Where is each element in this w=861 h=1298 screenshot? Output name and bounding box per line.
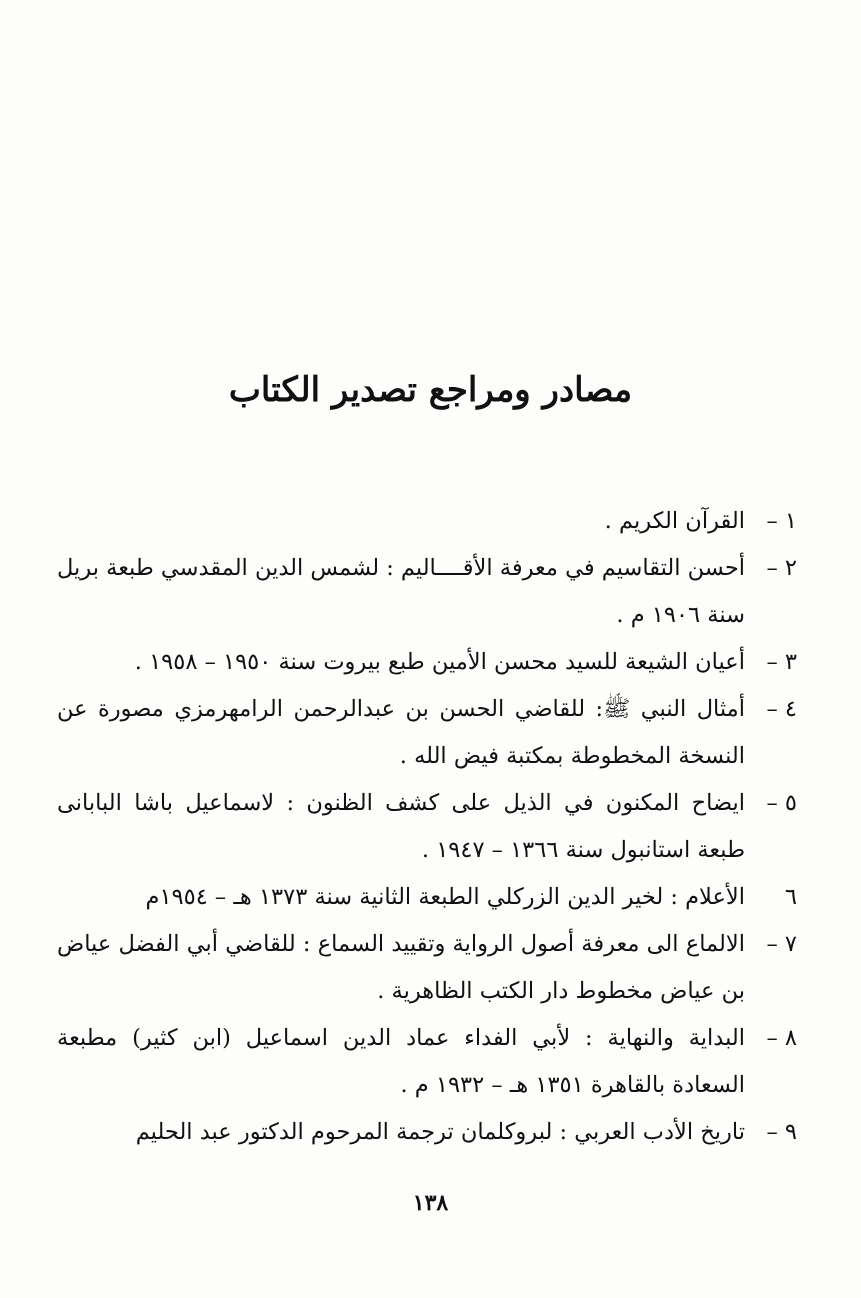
reference-text: أحسن التقاسيم في معرفة الأقــــاليم : لشمس الدين المقدسي طبعة بريل سنة ١٩٠٦ م .: [57, 555, 745, 628]
reference-number: ٨ –: [766, 1025, 797, 1051]
reference-number: ١ –: [766, 508, 797, 534]
reference-text: البداية والنهاية : لأبي الفداء عماد الدين اسماعيل (ابن كثير) مطبعة السعادة بالقاهرة ١٣٥١ هـ – ١٩٣٢ م .: [57, 1025, 745, 1098]
reference-text: الأعلام : لخير الدين الزركلي الطبعة الثانية سنة ١٣٧٣ هـ – ١٩٥٤م: [145, 884, 745, 910]
reference-number: ٣ –: [766, 649, 797, 675]
reference-item: [57, 1015, 797, 1109]
reference-text: تاريخ الأدب العربي : لبروكلمان ترجمة المرحوم الدكتور عبد الحليم: [135, 1119, 745, 1145]
page-title: مصادر ومراجع تصدير الكتاب: [228, 370, 633, 410]
references-list: [57, 498, 797, 1156]
reference-number: ٧ –: [766, 931, 797, 957]
reference-text: القرآن الكريم .: [604, 508, 745, 534]
reference-item: [57, 639, 797, 686]
reference-number: ٦: [784, 884, 797, 910]
reference-item: [57, 686, 797, 780]
page-number: ١٣٨: [412, 1190, 449, 1216]
reference-number: ٢ –: [766, 555, 797, 581]
reference-item: [57, 874, 797, 921]
reference-text: أعيان الشيعة للسيد محسن الأمين طبع بيروت سنة ١٩٥٠ – ١٩٥٨ .: [134, 649, 745, 675]
reference-item: [57, 1109, 797, 1156]
reference-text: الالماع الى معرفة أصول الرواية وتقييد السماع : للقاضي أبي الفضل عياض بن عياض مخطوط دار الكتب الظاهرية .: [57, 931, 745, 1004]
reference-number: ٤ –: [766, 696, 797, 722]
reference-item: [57, 921, 797, 1015]
reference-text: أمثال النبي ﷺ: للقاضي الحسن بن عبدالرحمن الرامهرمزي مصورة عن النسخة المخطوطة بمكتبة فيض الله .: [57, 696, 745, 769]
reference-item: [57, 498, 797, 545]
reference-item: [57, 780, 797, 874]
reference-text: ايضاح المكنون في الذيل على كشف الظنون : لاسماعيل باشا البابانى طبعة استانبول سنة ١٣٦٦ – ١٩٤٧ .: [57, 790, 745, 863]
reference-number: ٩ –: [766, 1119, 797, 1145]
reference-number: ٥ –: [766, 790, 797, 816]
reference-item: [57, 545, 797, 639]
